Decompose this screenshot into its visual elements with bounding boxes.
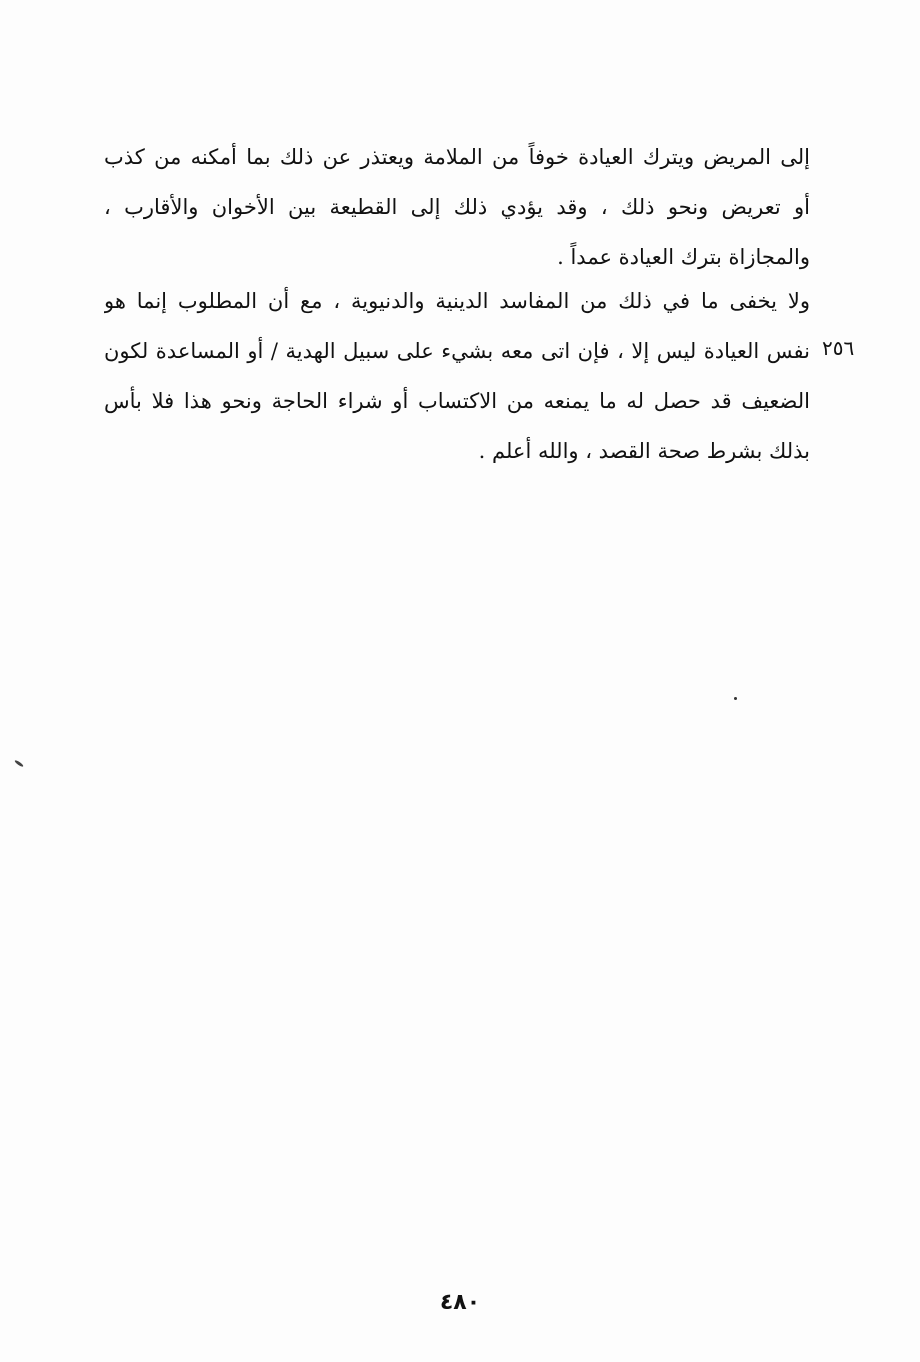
paragraph-1-line-3: والمجازاة بترك العيادة عمداً . <box>557 245 810 269</box>
paragraph-1-line-2: أو تعريض ونحو ذلك ، وقد يؤدي ذلك إلى القطيعة بين الأخوان والأقارب ، <box>104 195 810 219</box>
page-number: ٤٨٠ <box>439 1290 481 1315</box>
scan-speck <box>734 697 737 700</box>
paragraph-2-line-1: ولا يخفى ما في ذلك من المفاسد الدينية والدنيوية ، مع أن المطلوب إنما هو <box>104 289 810 313</box>
manuscript-folio-marker: ٢٥٦ <box>822 336 855 360</box>
paragraph-2-line-3: الضعيف قد حصل له ما يمنعه من الاكتساب أو شراء الحاجة ونحو هذا فلا بأس <box>104 389 810 413</box>
paragraph-1 <box>104 132 810 282</box>
paragraph-1-line-1: إلى المريض ويترك العيادة خوفاً من الملامة ويعتذر عن ذلك بما أمكنه من كذب <box>104 145 810 169</box>
paragraph-2-line-2: نفس العيادة ليس إلا ، فإن اتى معه بشيء على سبيل الهدية / أو المساعدة لكون <box>104 339 810 363</box>
paragraph-2 <box>104 276 810 476</box>
scan-mark <box>14 759 24 767</box>
paragraph-2-line-4: بذلك بشرط صحة القصد ، والله أعلم . <box>478 439 810 463</box>
